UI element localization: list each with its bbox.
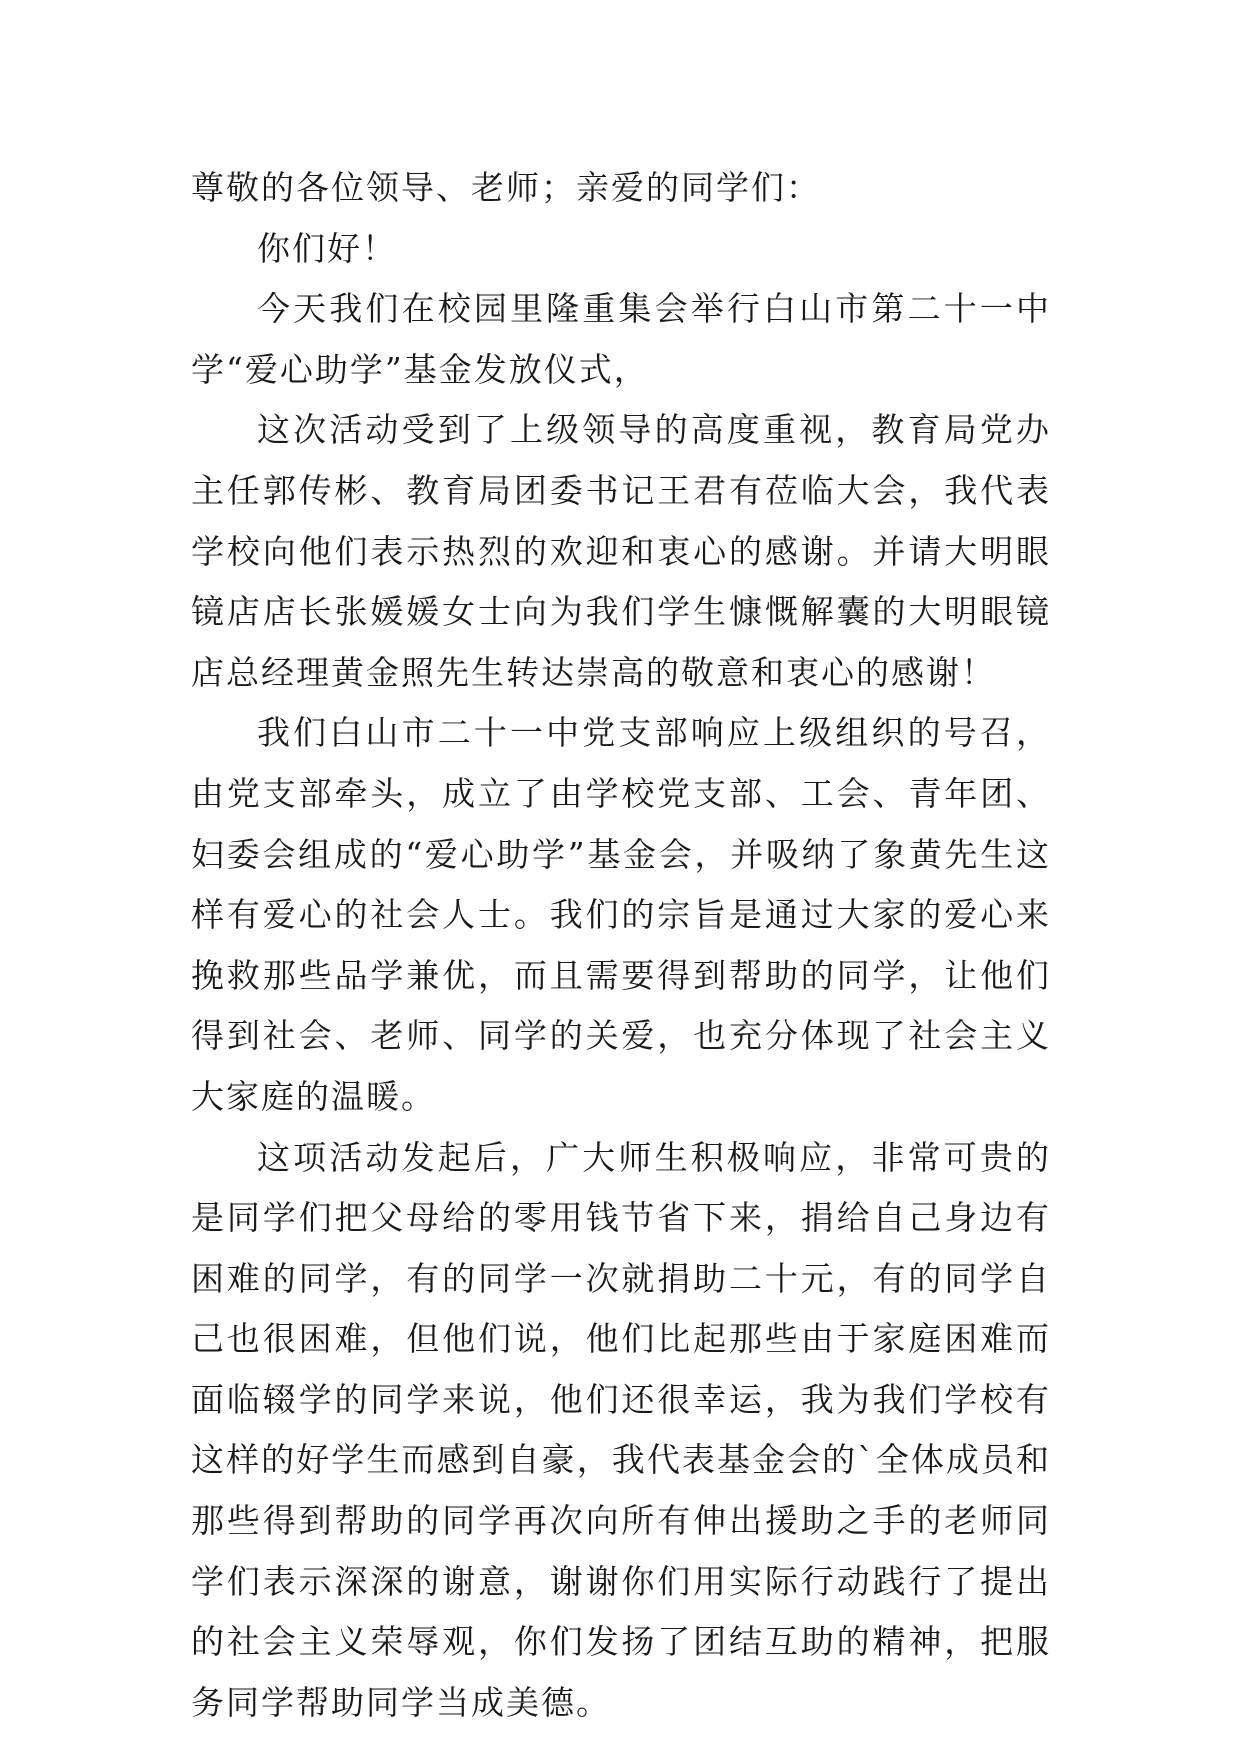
greeting: 你们好！ xyxy=(257,228,397,268)
paragraph-opening: 今天我们在校园里隆重集会举行白山市第二十一中学“爱心助学”基金发放仪式， xyxy=(191,289,1051,389)
paragraph-thanks-guests: 这次活动受到了上级领导的高度重视，教育局党办主任郭传彬、教育局团委书记王君有莅临大会，我代表学校向他们表示热烈的欢迎和衷心的感谢。并请大明眼镜店店长张媛媛女士向为我们学生慷慨解囊的大明眼镜店总经理黄金照先生转达崇高的敬意和衷心的感谢！ xyxy=(191,410,1051,692)
salutation: 尊敬的各位领导、老师；亲爱的同学们： xyxy=(191,168,821,207)
document-body xyxy=(191,158,1051,1733)
paragraph-foundation: 我们白山市二十一中党支部响应上级组织的号召，由党支部牵头，成立了由学校党支部、工会、青年团、妇委会组成的“爱心助学”基金会，并吸纳了象黄先生这样有爱心的社会人士。我们的宗旨是通过大家的爱心来挽救那些品学兼优，而且需要得到帮助的同学，让他们得到社会、老师、同学的关爱，也充分体现了社会主义大家庭的温暖。 xyxy=(191,713,1051,1116)
paragraph-response: 这项活动发起后，广大师生积极响应，非常可贵的是同学们把父母给的零用钱节省下来，捐给自己身边有困难的同学，有的同学一次就捐助二十元，有的同学自己也很困难，但他们说，他们比起那些由于家庭困难而面临辍学的同学来说，他们还很幸运，我为我们学校有这样的好学生而感到自豪，我代表基金会的`全体成员和那些得到帮助的同学再次向所有伸出援助之手的老师同学们表示深深的谢意，谢谢你们用实际行动践行了提出的社会主义荣辱观，你们发扬了团结互助的精神，把服务同学帮助同学当成美德。 xyxy=(191,1137,1051,1722)
